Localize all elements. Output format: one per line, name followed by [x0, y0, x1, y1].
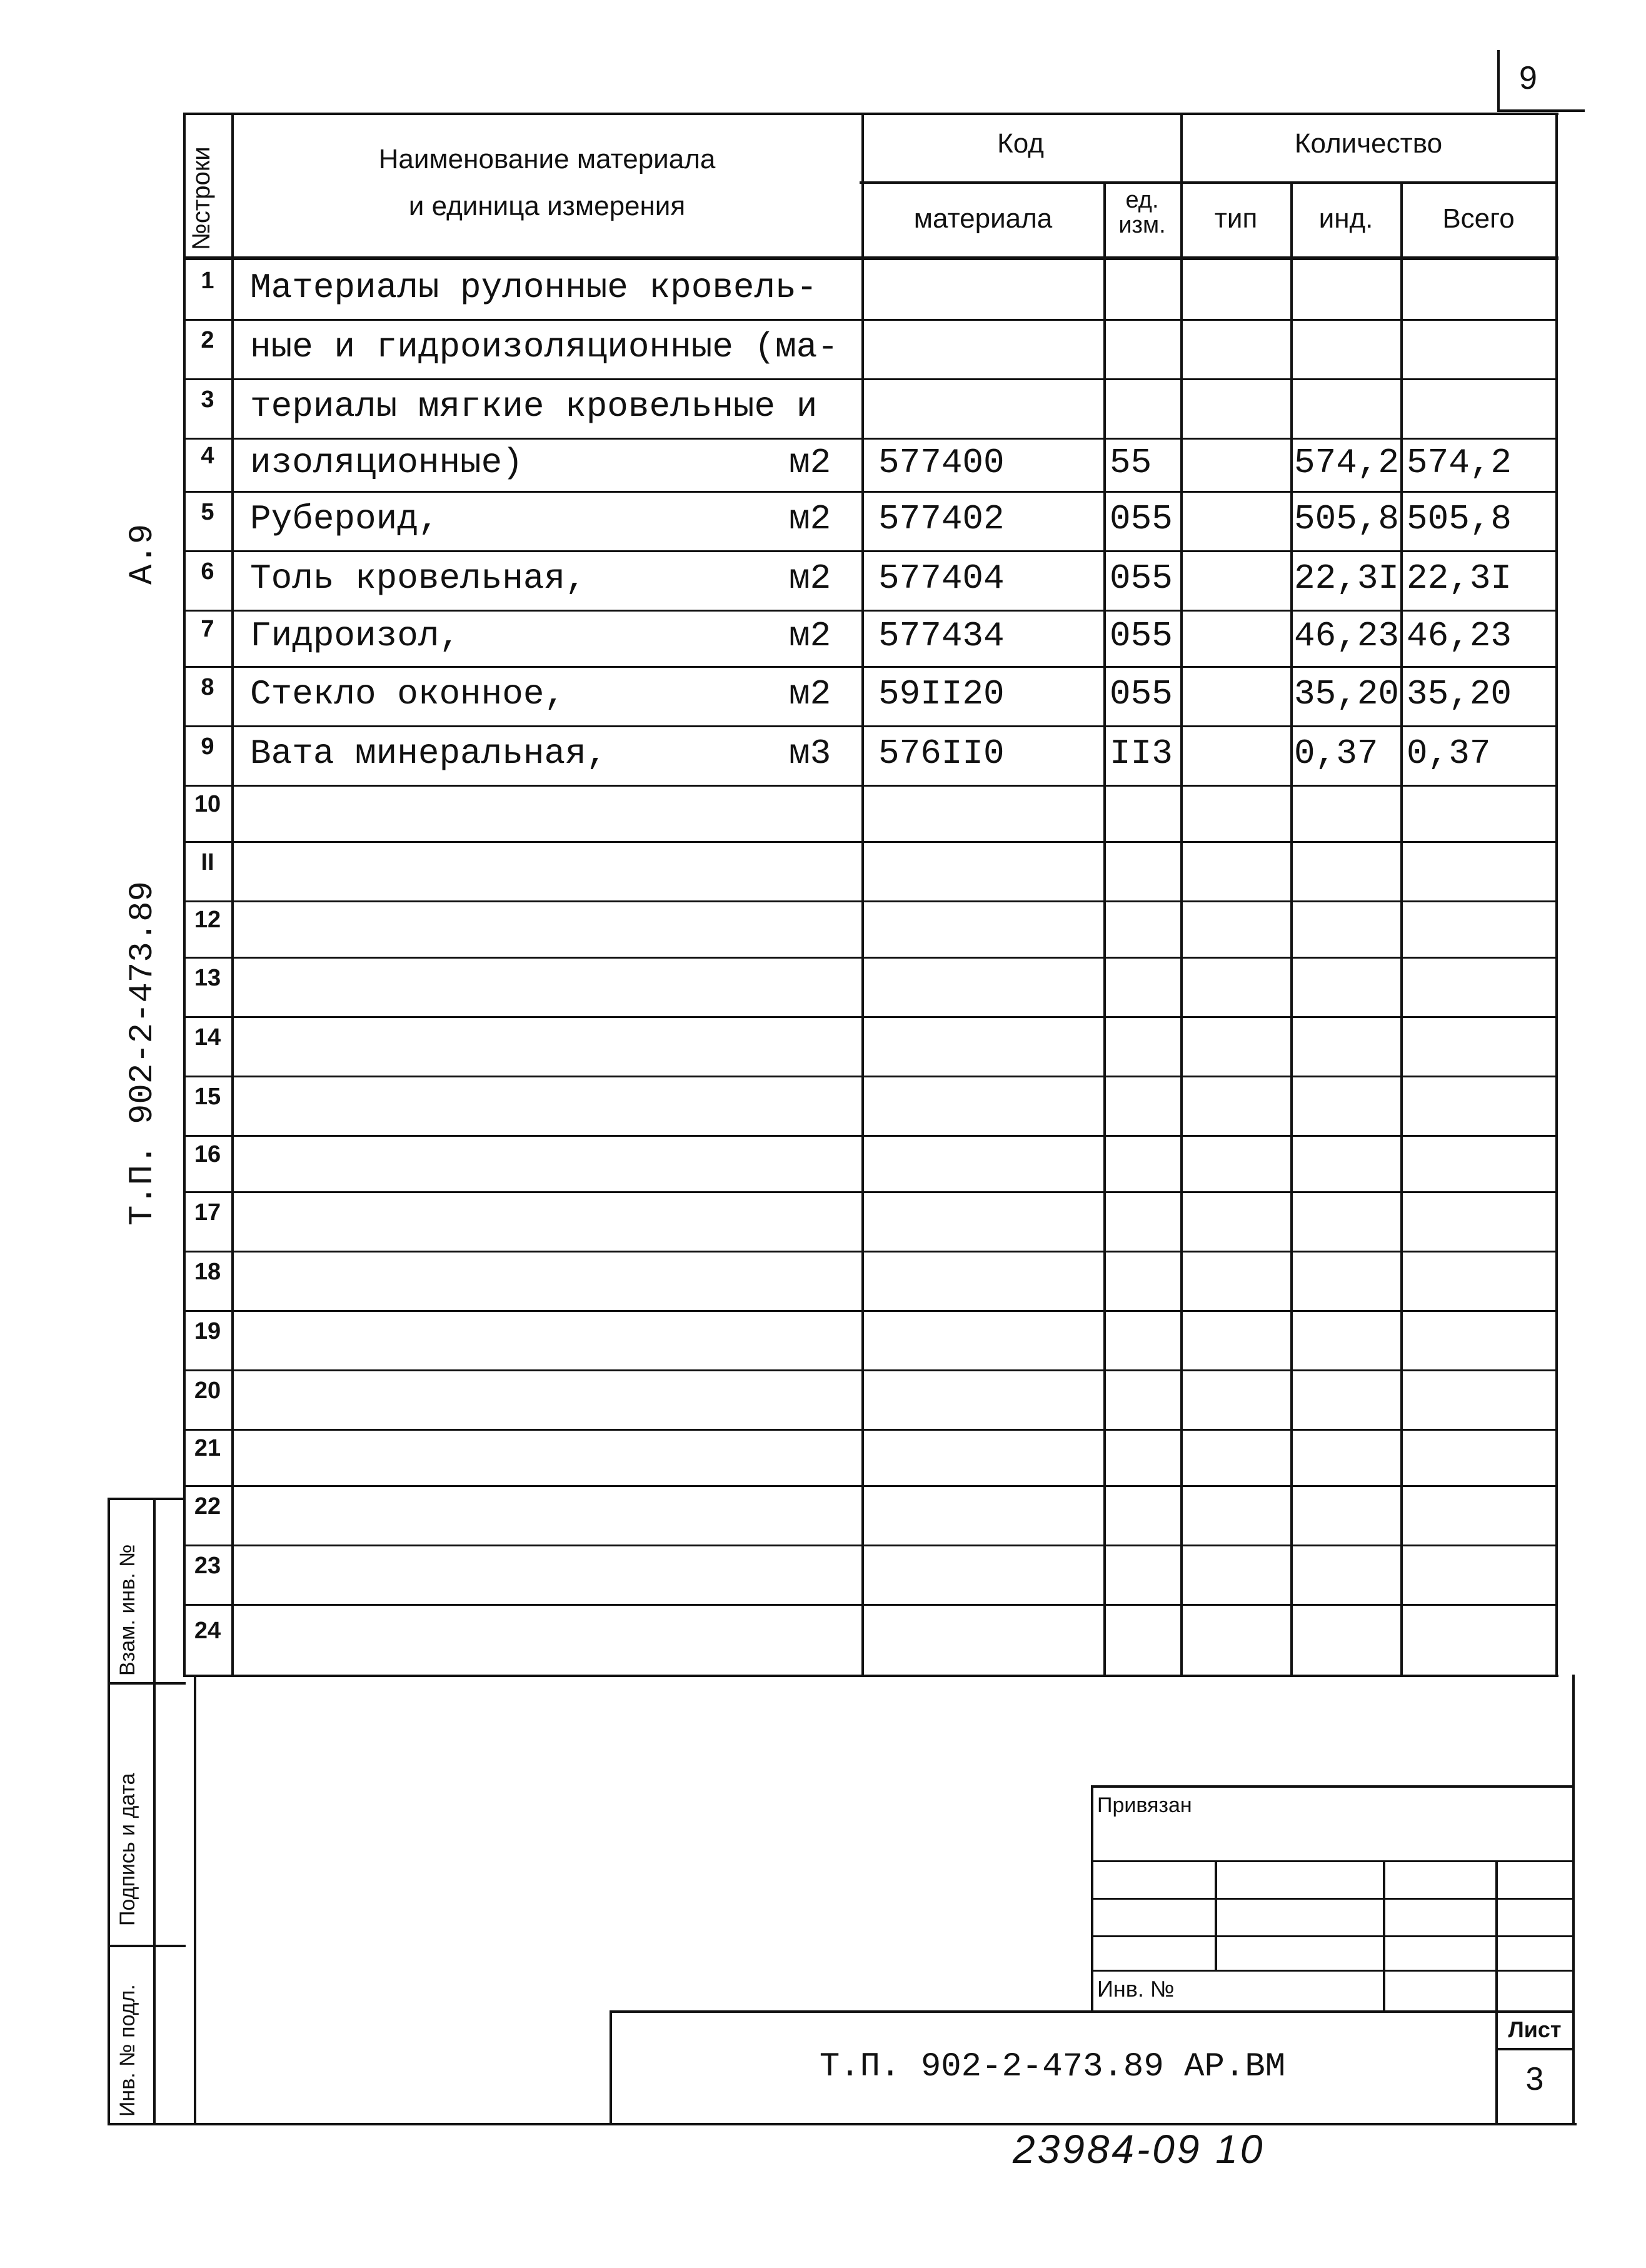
header-row-no: №строки	[188, 146, 215, 250]
material-name: Стекло оконное,	[250, 673, 566, 714]
qty-ind: 0,37	[1294, 733, 1378, 774]
material-code: 577434	[878, 616, 1005, 656]
unit-of-measure: м2	[789, 498, 831, 539]
row-number: 15	[194, 1083, 221, 1110]
header-code-material: материала	[913, 203, 1053, 234]
material-code: 577400	[878, 442, 1005, 483]
lower-frame-right	[1572, 1675, 1575, 2125]
material-name: Рубероид,	[250, 498, 439, 539]
stamp-col2	[1383, 1860, 1385, 2010]
material-name: изоляционные)	[250, 442, 523, 483]
row-divider	[183, 841, 1557, 843]
row-number: 7	[201, 616, 214, 642]
row-number: 16	[194, 1141, 221, 1167]
row-number: 14	[194, 1024, 221, 1051]
row-number: 17	[194, 1199, 221, 1226]
handwritten-number: 23984-09 10	[1013, 2127, 1265, 2172]
unit-of-measure: м2	[789, 673, 831, 714]
row-number: 10	[194, 791, 221, 817]
row-number: 5	[201, 498, 214, 525]
unit-code: 55	[1110, 442, 1152, 483]
title-block-sheet-line	[1495, 2048, 1573, 2050]
stamp-row3	[1091, 1935, 1573, 1937]
stamp-row1	[1091, 1860, 1573, 1862]
qty-total: 22,3I	[1407, 558, 1512, 598]
row-number: 4	[201, 442, 214, 469]
row-number: 2	[201, 326, 214, 353]
material-name: Материалы рулонные кровель-	[250, 267, 818, 308]
row-number: 13	[194, 964, 221, 991]
header-name-line2: и единица измерения	[408, 191, 686, 221]
row-divider	[183, 957, 1557, 959]
unit-code: II3	[1110, 733, 1173, 774]
header-qty-total: Всего	[1442, 203, 1515, 234]
row-divider	[183, 666, 1557, 668]
row-divider	[183, 1485, 1557, 1487]
header-qty-ind: инд.	[1318, 203, 1373, 234]
row-divider	[183, 438, 1557, 440]
side-project-label: Т.П. 902-2-473.89	[124, 881, 162, 1226]
header-mid-line	[860, 181, 1557, 184]
row-divider	[183, 1369, 1557, 1371]
side-album-label: А.9	[124, 523, 162, 585]
unit-code: 055	[1110, 498, 1173, 539]
row-divider	[183, 1076, 1557, 1077]
page-number-underline	[1497, 109, 1585, 112]
qty-ind: 574,2	[1294, 442, 1400, 483]
header-code: Код	[997, 128, 1044, 159]
col-line-code	[861, 113, 864, 1676]
qty-total: 505,8	[1407, 498, 1512, 539]
material-name: териалы мягкие кровельные и	[250, 386, 818, 426]
side-vzam-label: Взам. инв. №	[116, 1544, 139, 1676]
qty-total: 35,20	[1407, 673, 1512, 714]
material-code: 576II0	[878, 733, 1005, 774]
material-code: 577404	[878, 558, 1005, 598]
unit-code: 055	[1110, 558, 1173, 598]
row-number: II	[201, 849, 214, 875]
col-line-ed	[1103, 181, 1106, 1676]
header-unit-line1: ед.	[1125, 187, 1159, 213]
unit-of-measure: м2	[789, 442, 831, 483]
row-divider	[183, 1251, 1557, 1252]
header-bottom-line	[183, 256, 1558, 260]
lower-frame-left	[194, 1675, 196, 2125]
row-divider	[183, 491, 1557, 493]
row-number: 19	[194, 1318, 221, 1344]
table-top-border	[183, 113, 1558, 115]
header-quantity: Количество	[1294, 128, 1443, 159]
stamp-col1	[1215, 1860, 1217, 1970]
table-bottom-border	[183, 1675, 1558, 1677]
col-line-qty	[1180, 113, 1183, 1676]
stamp-row2	[1091, 1898, 1573, 1900]
col-line-total	[1400, 181, 1403, 1676]
row-divider	[183, 1191, 1557, 1193]
row-divider	[183, 785, 1557, 787]
row-divider	[183, 1310, 1557, 1312]
row-number: 12	[194, 907, 221, 933]
sheet-label: Лист	[1508, 2017, 1562, 2042]
material-name: Толь кровельная,	[250, 558, 586, 598]
qty-ind: 35,20	[1294, 673, 1400, 714]
stamp-col3	[1495, 1860, 1498, 2010]
qty-total: 574,2	[1407, 442, 1512, 483]
unit-code: 055	[1110, 673, 1173, 714]
row-number: 24	[194, 1617, 221, 1644]
row-divider	[183, 1604, 1557, 1606]
stamp-top	[1091, 1785, 1573, 1788]
row-divider	[183, 1135, 1557, 1137]
material-code: 59II20	[878, 673, 1005, 714]
row-divider	[183, 1429, 1557, 1431]
row-divider	[183, 378, 1557, 380]
row-divider	[183, 900, 1557, 902]
qty-ind: 505,8	[1294, 498, 1400, 539]
stamp-inv-no: Инв. №	[1097, 1976, 1175, 2002]
row-number: 8	[201, 673, 214, 700]
row-number: 3	[201, 386, 214, 413]
material-name: ные и гидроизоляционные (ма-	[250, 326, 838, 367]
col-line-ind	[1290, 181, 1293, 1676]
material-name: Вата минеральная,	[250, 733, 608, 774]
page-bottom-border	[108, 2123, 1577, 2125]
qty-total: 0,37	[1407, 733, 1491, 774]
qty-total: 46,23	[1407, 616, 1512, 656]
left-stamp-inner	[153, 1498, 156, 2123]
stamp-row4	[1091, 1970, 1573, 1972]
title-block-top	[610, 2010, 1573, 2013]
row-number: 6	[201, 558, 214, 585]
row-number: 21	[194, 1435, 221, 1461]
header-unit	[1105, 188, 1179, 238]
header-name-line1: Наименование материала	[378, 144, 716, 174]
row-divider	[183, 725, 1557, 727]
qty-ind: 46,23	[1294, 616, 1400, 656]
row-number: 20	[194, 1377, 221, 1404]
sheet-number: 3	[1525, 2061, 1544, 2097]
title-block-title: Т.П. 902-2-473.89 АР.ВМ	[819, 2048, 1286, 2086]
header-unit-line2: изм.	[1118, 212, 1166, 238]
unit-of-measure: м3	[789, 733, 831, 774]
side-inv-podl-label: Инв. № подл.	[116, 1984, 139, 2117]
material-name: Гидроизол,	[250, 616, 461, 656]
page-number-divider	[1497, 50, 1500, 109]
header-qty-type: тип	[1214, 203, 1258, 234]
table-right-border	[1555, 113, 1558, 1676]
row-number: 18	[194, 1258, 221, 1285]
unit-of-measure: м2	[789, 558, 831, 598]
left-stamp-outer	[108, 1498, 110, 2123]
row-number: 9	[201, 733, 214, 760]
unit-of-measure: м2	[789, 616, 831, 656]
left-stamp-top	[108, 1498, 186, 1500]
left-stamp-div1	[108, 1682, 186, 1685]
row-divider	[183, 319, 1557, 321]
side-podpis-label: Подпись и дата	[116, 1773, 139, 1926]
row-number: 22	[194, 1493, 221, 1520]
left-stamp-div2	[108, 1945, 186, 1947]
stamp-privyazan: Привязан	[1097, 1793, 1192, 1817]
row-divider	[183, 1545, 1557, 1546]
row-divider	[183, 550, 1557, 552]
material-code: 577402	[878, 498, 1005, 539]
page-number: 9	[1519, 60, 1537, 96]
row-divider	[183, 1016, 1557, 1018]
row-divider	[183, 610, 1557, 612]
row-number: 23	[194, 1552, 221, 1579]
unit-code: 055	[1110, 616, 1173, 656]
row-number: 1	[201, 267, 214, 294]
qty-ind: 22,3I	[1294, 558, 1400, 598]
